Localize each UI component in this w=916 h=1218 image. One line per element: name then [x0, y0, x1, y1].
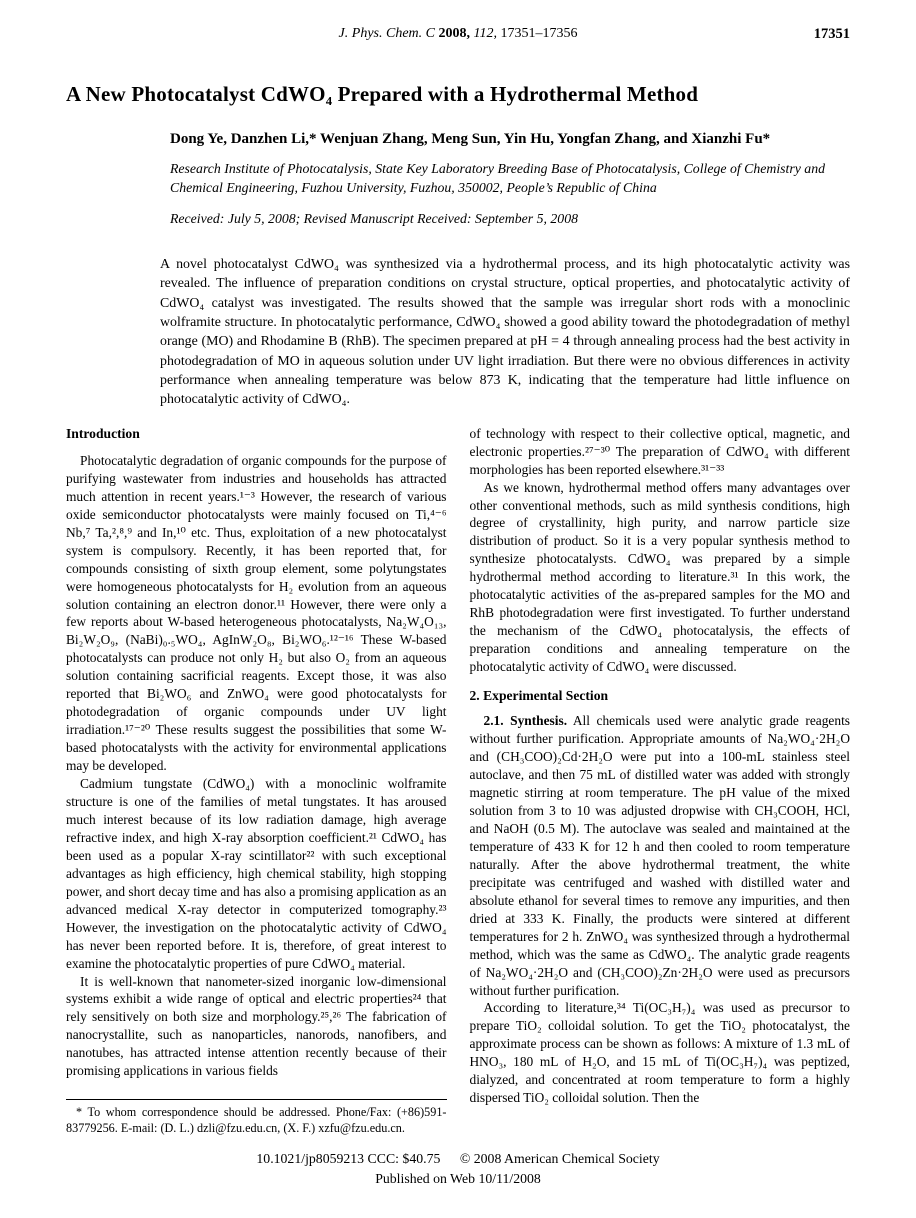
abstract: A novel photocatalyst CdWO₄ was synthesized via a hydrothermal process, and its high photocatalytic activity was revealed. The influence of preparation conditions on crystal structure, optical properties, and photocatalytic activity of CdWO₄ catalyst was investigated. The results showed that the sample was irregular short rods with a monoclinic wolframite structure. In photocatalytic performance, CdWO₄ showed a good ability toward the photodegradation of methyl orange (MO) and Rhodamine B (RhB). The specimen prepared at pH = 4 through annealing process had the best activity in photodegradation of MO in aqueous solution under UV light irradiation. But there were no obvious differences in activity performance when annealing temperature was below 873 K, indicating that the temperature had little influence on photocatalytic activity of CdWO₄.: [160, 257, 850, 408]
intro-paragraph-3-continued: of technology with respect to their collective optical, magnetic, and electronic properties.²⁷⁻³⁰ The preparation of CdWO₄ with different morphologies has been reported elsewhere.³¹⁻³³: [469, 425, 850, 477]
tio2-paragraph: According to literature,³⁴ Ti(OC₃H₇)₄ was used as precursor to prepare TiO₂ colloidal solution. To get the TiO₂ photocatalyst, the approximate process can be shown as follows: A mixture of 1.3 mL of HNO₃, 180 mL of H₂O, and 15 mL of Ti(OC₃H₇)₄ was peptized, dialyzed, and concentrated at room temperature to form a highly dispersed TiO₂ colloidal solution. Then the: [469, 1000, 850, 1106]
doi-ccc: 10.1021/jp8059213 CCC: $40.75: [256, 1151, 441, 1167]
footer-line-1: [0, 1149, 916, 1168]
authors: Dong Ye, Danzhen Li,* Wenjuan Zhang, Meng Sun, Yin Hu, Yongfan Zhang, and Xianzhi Fu*: [170, 131, 771, 147]
journal-citation: [66, 26, 850, 42]
journal-year: 2008,: [438, 26, 470, 41]
journal-name: J. Phys. Chem. C: [338, 26, 435, 41]
left-column: [66, 425, 447, 1137]
affiliation: Research Institute of Photocatalysis, State Key Laboratory Breeding Base of Photocatalysis, College of Chemistry and Chemical Engineering, Fuzhou University, Fuzhou, 350002, People’s Republic of China: [170, 161, 826, 196]
footnote-rule: [66, 1099, 447, 1100]
synthesis-run-in-label: 2.1. Synthesis.: [483, 713, 568, 729]
byline-block: [170, 131, 850, 227]
section-heading-experimental: 2. Experimental Section: [469, 688, 609, 704]
correspondence-footnote: * To whom correspondence should be addressed. Phone/Fax: (+86)591-83779256. E-mail: (D. L.) dzli@fzu.edu.cn, (X. F.) xzfu@fzu.edu.cn.: [66, 1105, 447, 1136]
section-heading-introduction: Introduction: [66, 425, 140, 441]
intro-paragraph-3: It is well-known that nanometer-sized inorganic low-dimensional systems exhibit a wide range of optical and electric properties²⁴ that rely sensitively on both size and morphology.²⁵,²⁶ The fabrication of nanocrystallite, such as nanoparticles, nanorods, nanofibers, and nanotubes, has attracted intense attention recently because of their promising applications in various fields: [66, 973, 447, 1079]
synthesis-paragraph: [470, 712, 851, 999]
received-date: Received: July 5, 2008; Revised Manuscript Received: September 5, 2008: [170, 211, 578, 227]
journal-pages: 17351–17356: [500, 26, 578, 41]
intro-paragraph-4: As we known, hydrothermal method offers many advantages over other conventional methods, such as mild synthesis conditions, high degree of crystallinity, high purity, and narrow particle size distribution of product. So it is a very popular synthesis method to synthesize photocatalysts. CdWO₄ was prepared by a simple hydrothermal method according to literature.³¹ In this work, the photocatalytic activities of the as-prepared samples for the MO and RhB photodegradation were first investigated. To further understand the mechanism of the CdWO₄ photocatalysis, the effects of preparation conditions and annealing temperature on the photocatalytic activity of CdWO₄ were discussed.: [469, 479, 850, 675]
running-head: [66, 26, 850, 46]
body-columns: [66, 425, 850, 1137]
page-footer: [0, 1149, 916, 1188]
intro-paragraph-2: Cadmium tungstate (CdWO₄) with a monoclinic wolframite structure is one of the families of metal tungstates. It has aroused much interest because of its low radiation damage, high average refractive index, and high X-ray absorption coefficient.²¹ CdWO₄ has been used as a popular X-ray scintillator²² with such exceptional advantages as high efficiency, high chemical stability, high stopping power, and short decay time and has also a promising application as an advanced medical X-ray detector in computerized tomography.²³ However, the investigation on the photocatalytic activity of CdWO₄ has never been reported before. It is, therefore, of great interest to examine the photocatalytic properties of pure CdWO₄ material.: [66, 776, 447, 971]
paper-title: A New Photocatalyst CdWO₄ Prepared with a Hydrothermal Method: [66, 82, 699, 106]
right-column: [470, 425, 851, 1137]
copyright: © 2008 American Chemical Society: [459, 1151, 660, 1167]
intro-paragraph-1: Photocatalytic degradation of organic compounds for the purpose of purifying wastewater from industries and households has attracted much attention in recent years.¹⁻³ However, the research of various oxide semiconductor photocatalysts were mainly focused on Ti,⁴⁻⁶ Nb,⁷ Ta,²,⁸,⁹ and In,¹⁰ etc. Thus, exploitation of a new photocatalyst system is compulsory. Recently, it has been reported that, for compounds consisting of sixth group element, some polytungstates were homogeneous photocatalysts for H₂ evolution from an aqueous solution containing an electron donor.¹¹ However, there were only a few reports about W-based heterogeneous photocatalysts, Na₂W₄O₁₃, Bi₂W₂O₉, (NaBi)₀.₅WO₄, AgInW₂O₈, Bi₂WO₆.¹²⁻¹⁶ These W-based photocatalysts can produce not only H₂ but also O₂ from an aqueous solution containing sacrificial reagents. Except those, it was also reported that Bi₂WO₆ and ZnWO₄ were good photocatalysts for photodegradation of organic compounds under UV light irradiation.¹⁷⁻²⁰ These results suggest the possibilities that some W-based photocatalysts with the activity for environmental applications may be developed.: [66, 452, 447, 774]
published-line: Published on Web 10/11/2008: [375, 1170, 541, 1186]
journal-volume: 112,: [473, 26, 497, 41]
page-number: 17351: [813, 26, 850, 42]
synthesis-text: All chemicals used were analytic grade reagents without further purification. Appropriate amounts of Na₂WO₄·2H₂O and (CH₃COO)₂Cd·2H₂O were put into a 100-mL stainless steel autoclave, and then 75 mL of distilled water was added with strongly magnetic stirring at room temperature. The pH value of the mixed solution from 3 to 10 was adjusted dropwise with CH₃COOH, HCl, and NaOH (0.5 M). The autoclave was sealed and maintained at the temperature of 433 K for 12 h and then cooled to room temperature naturally. After the above hydrothermal treatment, the white precipitate was centrifuged and washed with distilled water and absolute ethanol for several times to remove any impurities, and then dried at 333 K. Finally, the products were sintered at different temperatures for 2 h. ZnWO₄ was synthesized through a hydrothermal method, which was the same as CdWO₄. The analytic grade reagents of Na₂WO₄·2H₂O and (CH₃COO)₂Zn·2H₂O were used as precursors without further purification.: [469, 713, 850, 998]
footnote-block: [66, 1099, 447, 1136]
